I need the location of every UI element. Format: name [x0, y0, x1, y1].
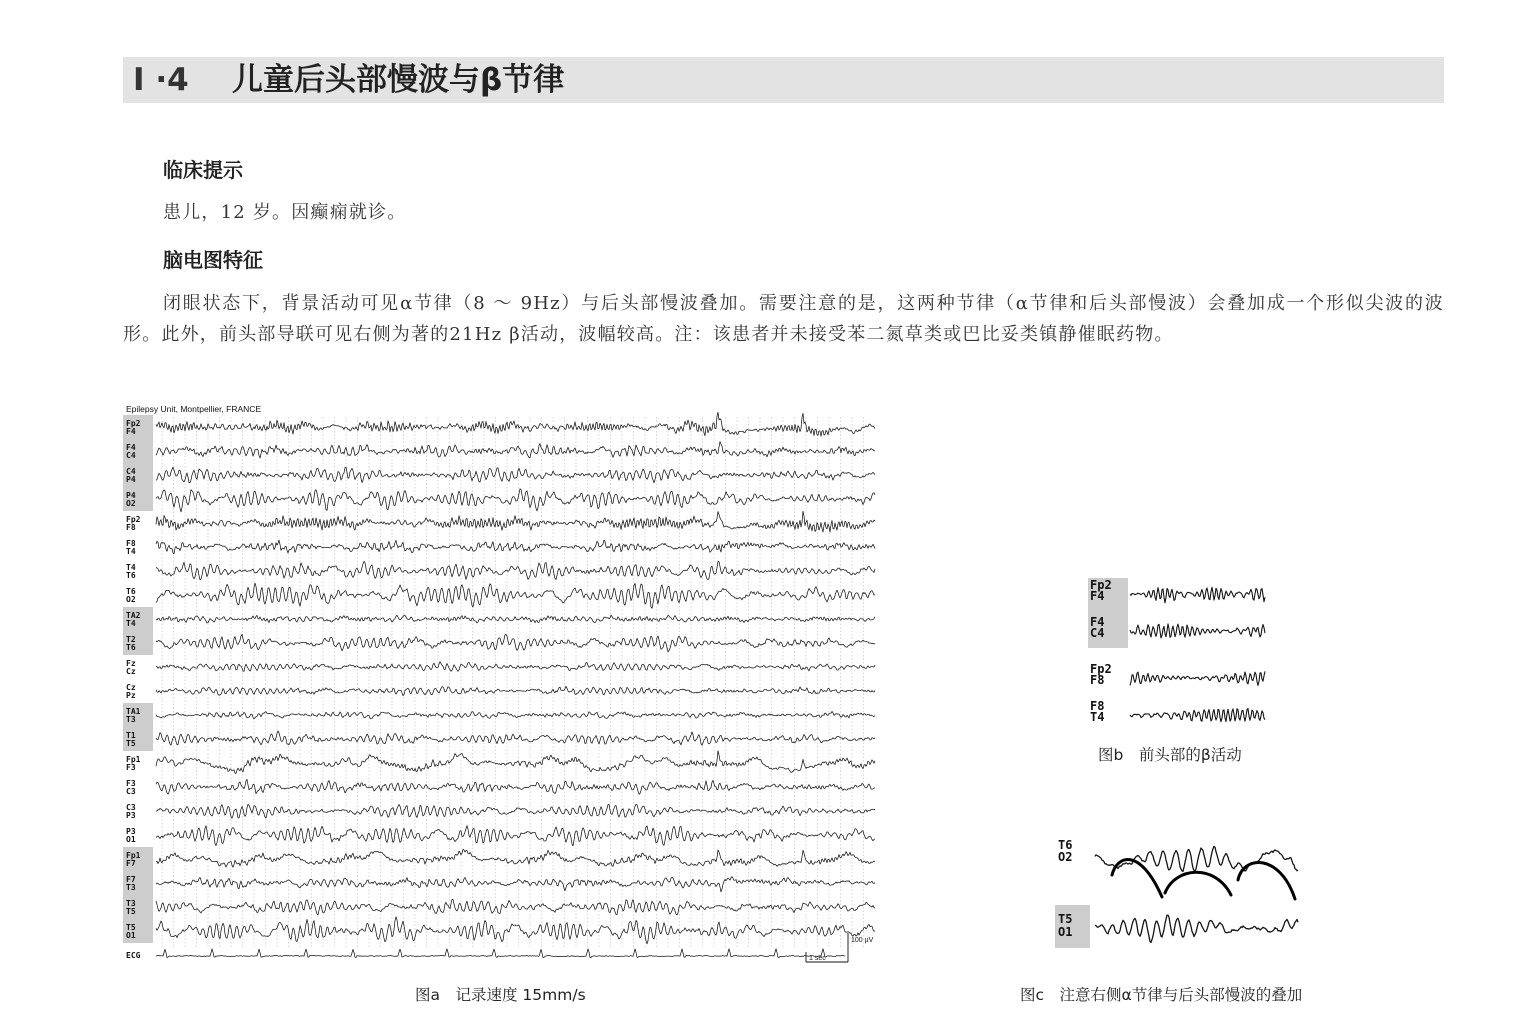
channel-label-p3-o1-top: P3 [126, 827, 136, 836]
eeg-trace-fp1-f3 [156, 751, 875, 774]
slow-wave-outline-1 [1112, 859, 1162, 897]
figure-a-traces [156, 412, 875, 944]
channel-label-fp2-f4-bottom: F4 [126, 427, 136, 436]
channel-label-cz-pz-bottom: Pz [126, 691, 136, 700]
fig-b-label-fp2-f4-top: Fp2 [1090, 578, 1112, 592]
fig-c-label-t6-o2-bottom: O2 [1058, 850, 1073, 864]
channel-label-t5-o1-top: T5 [126, 923, 136, 932]
eeg-trace-fp1-f7 [156, 849, 875, 867]
fig-c-label-t5-o1-top: T5 [1058, 912, 1073, 926]
figure-c-alpha-slow-superposition [1055, 825, 1300, 950]
fig-b-label-fp2-f8-top: Fp2 [1090, 662, 1112, 676]
eeg-trace-t5-o1 [156, 917, 875, 944]
fig-b-trace-f4-c4 [1130, 624, 1265, 638]
channel-label-f3-c3-top: F3 [126, 779, 136, 788]
section-title: 儿童后头部慢波与β节律 [232, 62, 565, 98]
channel-label-f3-c3-bottom: C3 [126, 787, 136, 796]
channel-label-fz-cz-bottom: Cz [126, 667, 136, 676]
channel-label-ta2-t4-top: TA2 [126, 611, 141, 620]
fig-b-label-f4-c4-bottom: C4 [1090, 626, 1105, 640]
fig-b-label-f8-t4-bottom: T4 [1090, 710, 1105, 724]
channel-label-ta1-t3-bottom: T3 [126, 715, 136, 724]
eeg-trace-f8-t4 [156, 540, 875, 554]
eeg-trace-fp2-f4 [156, 412, 875, 436]
channel-label-c3-p3-top: C3 [126, 803, 136, 812]
channel-label-ta1-t3-top: TA1 [126, 707, 141, 716]
channel-label-p3-o1-bottom: O1 [126, 835, 136, 844]
fig-b-label-f8-t4-top: F8 [1090, 699, 1105, 713]
ecg-label: ECG [126, 951, 141, 960]
figure-b-caption: 图b 前头部的β活动 [1098, 746, 1242, 764]
channel-label-fp1-f3-bottom: F3 [126, 763, 136, 772]
channel-label-t3-t5-bottom: T5 [126, 907, 136, 916]
figure-b-traces [1130, 587, 1265, 721]
eeg-trace-ta1-t3 [156, 711, 875, 719]
channel-label-f8-t4-top: F8 [126, 539, 136, 548]
section-number: I ·4 [133, 62, 189, 98]
channel-label-ta2-t4-bottom: T4 [126, 619, 136, 628]
figure-c-channel-labels [1058, 838, 1072, 939]
channel-label-t6-o2-bottom: O2 [126, 595, 136, 604]
clinical-hint-heading: 临床提示 [163, 158, 243, 182]
channel-label-fp1-f7-top: Fp1 [126, 851, 141, 860]
eeg-trace-fz-cz [156, 662, 875, 672]
fig-b-label-fp2-f8-bottom: F8 [1090, 673, 1105, 687]
channel-label-t6-o2-top: T6 [126, 587, 136, 596]
channel-label-fp2-f4-top: Fp2 [126, 419, 141, 428]
eeg-trace-f7-t3 [156, 877, 875, 892]
fig-c-label-t5-o1-bottom: O1 [1058, 925, 1073, 939]
eeg-trace-t2-t6 [156, 634, 875, 651]
ecg-trace [156, 949, 845, 958]
fig-c-label-t6-o2-top: T6 [1058, 838, 1073, 852]
fig-b-trace-fp2-f8 [1130, 671, 1265, 685]
fig-b-trace-f8-t4 [1130, 709, 1265, 722]
eeg-trace-cz-pz [156, 686, 875, 695]
channel-label-c4-p4-top: C4 [126, 467, 136, 476]
channel-label-f4-c4-bottom: C4 [126, 451, 136, 460]
clinical-hint-text: 患儿，12 岁。因癫痫就诊。 [163, 202, 407, 223]
fig-c-trace-t5-o1 [1095, 915, 1298, 942]
eeg-trace-t1-t5 [156, 731, 875, 745]
channel-label-f7-t3-top: F7 [126, 875, 136, 884]
figure-c-eeg-svg [1055, 825, 1300, 950]
channel-label-fz-cz-top: Fz [126, 659, 136, 668]
figure-a-caption: 图a 记录速度 15mm/s [415, 986, 586, 1004]
eeg-trace-p3-o1 [156, 826, 875, 846]
slow-wave-outline-3 [1238, 862, 1295, 899]
figure-c-caption: 图c 注意右侧α节律与后头部慢波的叠加 [1020, 986, 1303, 1004]
figure-b-eeg-svg [1088, 578, 1268, 728]
channel-label-t5-o1-bottom: O1 [126, 931, 136, 940]
slow-wave-outline-2 [1165, 872, 1231, 895]
channel-label-p4-o2-top: P4 [126, 491, 136, 500]
channel-label-p4-o2-bottom: O2 [126, 499, 136, 508]
channel-label-t4-t6-top: T4 [126, 563, 136, 572]
eeg-trace-c3-p3 [156, 804, 875, 818]
section-title-bar [123, 57, 1444, 103]
channel-label-c3-p3-bottom: P3 [126, 811, 136, 820]
figure-a-source-label: Epilepsy Unit, Montpellier, FRANCE [126, 404, 262, 414]
eeg-trace-t3-t5 [156, 899, 875, 915]
figure-a-eeg-recording [123, 403, 880, 968]
channel-label-fp1-f7-bottom: F7 [126, 859, 136, 868]
time-scale-label: 1 sec [809, 955, 826, 962]
channel-label-fp1-f3-top: Fp1 [126, 755, 141, 764]
channel-label-cz-pz-top: Cz [126, 683, 136, 692]
channel-label-t2-t6-top: T2 [126, 635, 136, 644]
channel-label-t4-t6-bottom: T6 [126, 571, 136, 580]
channel-label-t1-t5-top: T1 [126, 731, 136, 740]
eeg-features-heading: 脑电图特征 [163, 248, 263, 272]
amplitude-scale-label: 100 µV [851, 937, 874, 944]
channel-label-fp2-f8-bottom: F8 [126, 523, 136, 532]
eeg-trace-f3-c3 [156, 779, 875, 794]
eeg-trace-t6-o2 [156, 583, 875, 608]
eeg-trace-t4-t6 [156, 561, 875, 579]
figure-b-beta-activity [1088, 578, 1268, 728]
channel-label-f4-c4-top: F4 [126, 443, 136, 452]
figure-a-eeg-svg [123, 403, 880, 968]
eeg-trace-ta2-t4 [156, 615, 875, 623]
channel-label-t1-t5-bottom: T5 [126, 739, 136, 748]
channel-label-t3-t5-top: T3 [126, 899, 136, 908]
eeg-trace-f4-c4 [156, 442, 875, 458]
channel-label-fp2-f8-top: Fp2 [126, 515, 141, 524]
channel-label-c4-p4-bottom: P4 [126, 475, 136, 484]
channel-label-f8-t4-bottom: T4 [126, 547, 136, 556]
fig-b-trace-fp2-f4 [1130, 587, 1265, 603]
channel-label-f7-t3-bottom: T3 [126, 883, 136, 892]
eeg-features-text: 闭眼状态下，背景活动可见α节律（8 ～ 9Hz）与后头部慢波叠加。需要注意的是，这两种节律（α节律和后头部慢波）会叠加成一个形似尖波的波形。此外，前头部导联可见右侧为著的21Hz β活动，波幅较高。注：该患者并未接受苯二氮草类或巴比妥类镇静催眠药物。 [123, 293, 1444, 345]
channel-label-t2-t6-bottom: T6 [126, 643, 136, 652]
eeg-trace-c4-p4 [156, 467, 875, 483]
fig-b-label-fp2-f4-bottom: F4 [1090, 589, 1105, 603]
eeg-trace-p4-o2 [156, 489, 875, 512]
eeg-trace-fp2-f8 [156, 511, 875, 532]
fig-b-label-f4-c4-top: F4 [1090, 615, 1105, 629]
